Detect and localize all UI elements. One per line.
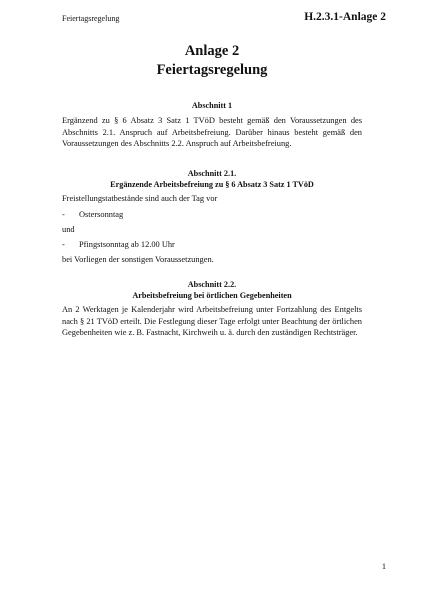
list-item-ostersonntag: Ostersonntag [79, 210, 124, 219]
section-2-2-subheading: Arbeitsbefreiung bei örtlichen Gegebenheiten [132, 291, 292, 300]
section-2-1-number: Abschnitt 2.1. [187, 169, 237, 178]
section-2-2-text: An 2 Werktagen je Kalenderjahr wird Arbeitsbefreiung unter Fortzahlung des Entgelts nach § 21 TVöD erteilt. Die Festlegung dieser Tage erfolgt unter Beachtung der örtlichen Gegebenheiten wie z. B. Fastnacht, Kirchweih u. ä. durch den zuständigen Rechtsträger. [62, 305, 362, 337]
section-2-1-intro: Freistellungstatbestände sind auch der Tag vor [62, 194, 218, 203]
list-item-pfingstsonntag: Pfingstsonntag ab 12.00 Uhr [79, 240, 175, 249]
page-number: 1 [381, 562, 386, 571]
section-2-1-heading [62, 168, 362, 190]
document-reference: H.2.3.1-Anlage 2 [304, 11, 386, 23]
section-2-2-number: Abschnitt 2.2. [187, 280, 237, 289]
section-2-2-heading [62, 279, 362, 301]
list-dash-1: - [62, 210, 65, 219]
title-line-2: Feiertagsregelung [156, 62, 268, 78]
section-2-1-closing: bei Vorliegen der sonstigen Voraussetzungen. [62, 255, 214, 264]
running-header-title: Feiertagsregelung [62, 14, 120, 23]
list-dash-2: - [62, 240, 65, 249]
list-conjunction: und [62, 225, 75, 234]
section-1-text: Ergänzend zu § 6 Absatz 3 Satz 1 TVöD besteht gemäß den Voraussetzungen des Abschnitts 2.1. Anspruch auf Arbeitsbefreiung. Darüber hinaus besteht gemäß den Voraussetzungen des Abschnitts 2.2. Anspruch auf Arbeitsbefreiung. [62, 116, 362, 148]
document-title [0, 42, 424, 80]
title-line-1: Anlage 2 [184, 43, 240, 59]
section-1-heading: Abschnitt 1 [191, 101, 233, 110]
section-2-1-subheading: Ergänzende Arbeitsbefreiung zu § 6 Absatz 3 Satz 1 TVöD [110, 180, 314, 189]
